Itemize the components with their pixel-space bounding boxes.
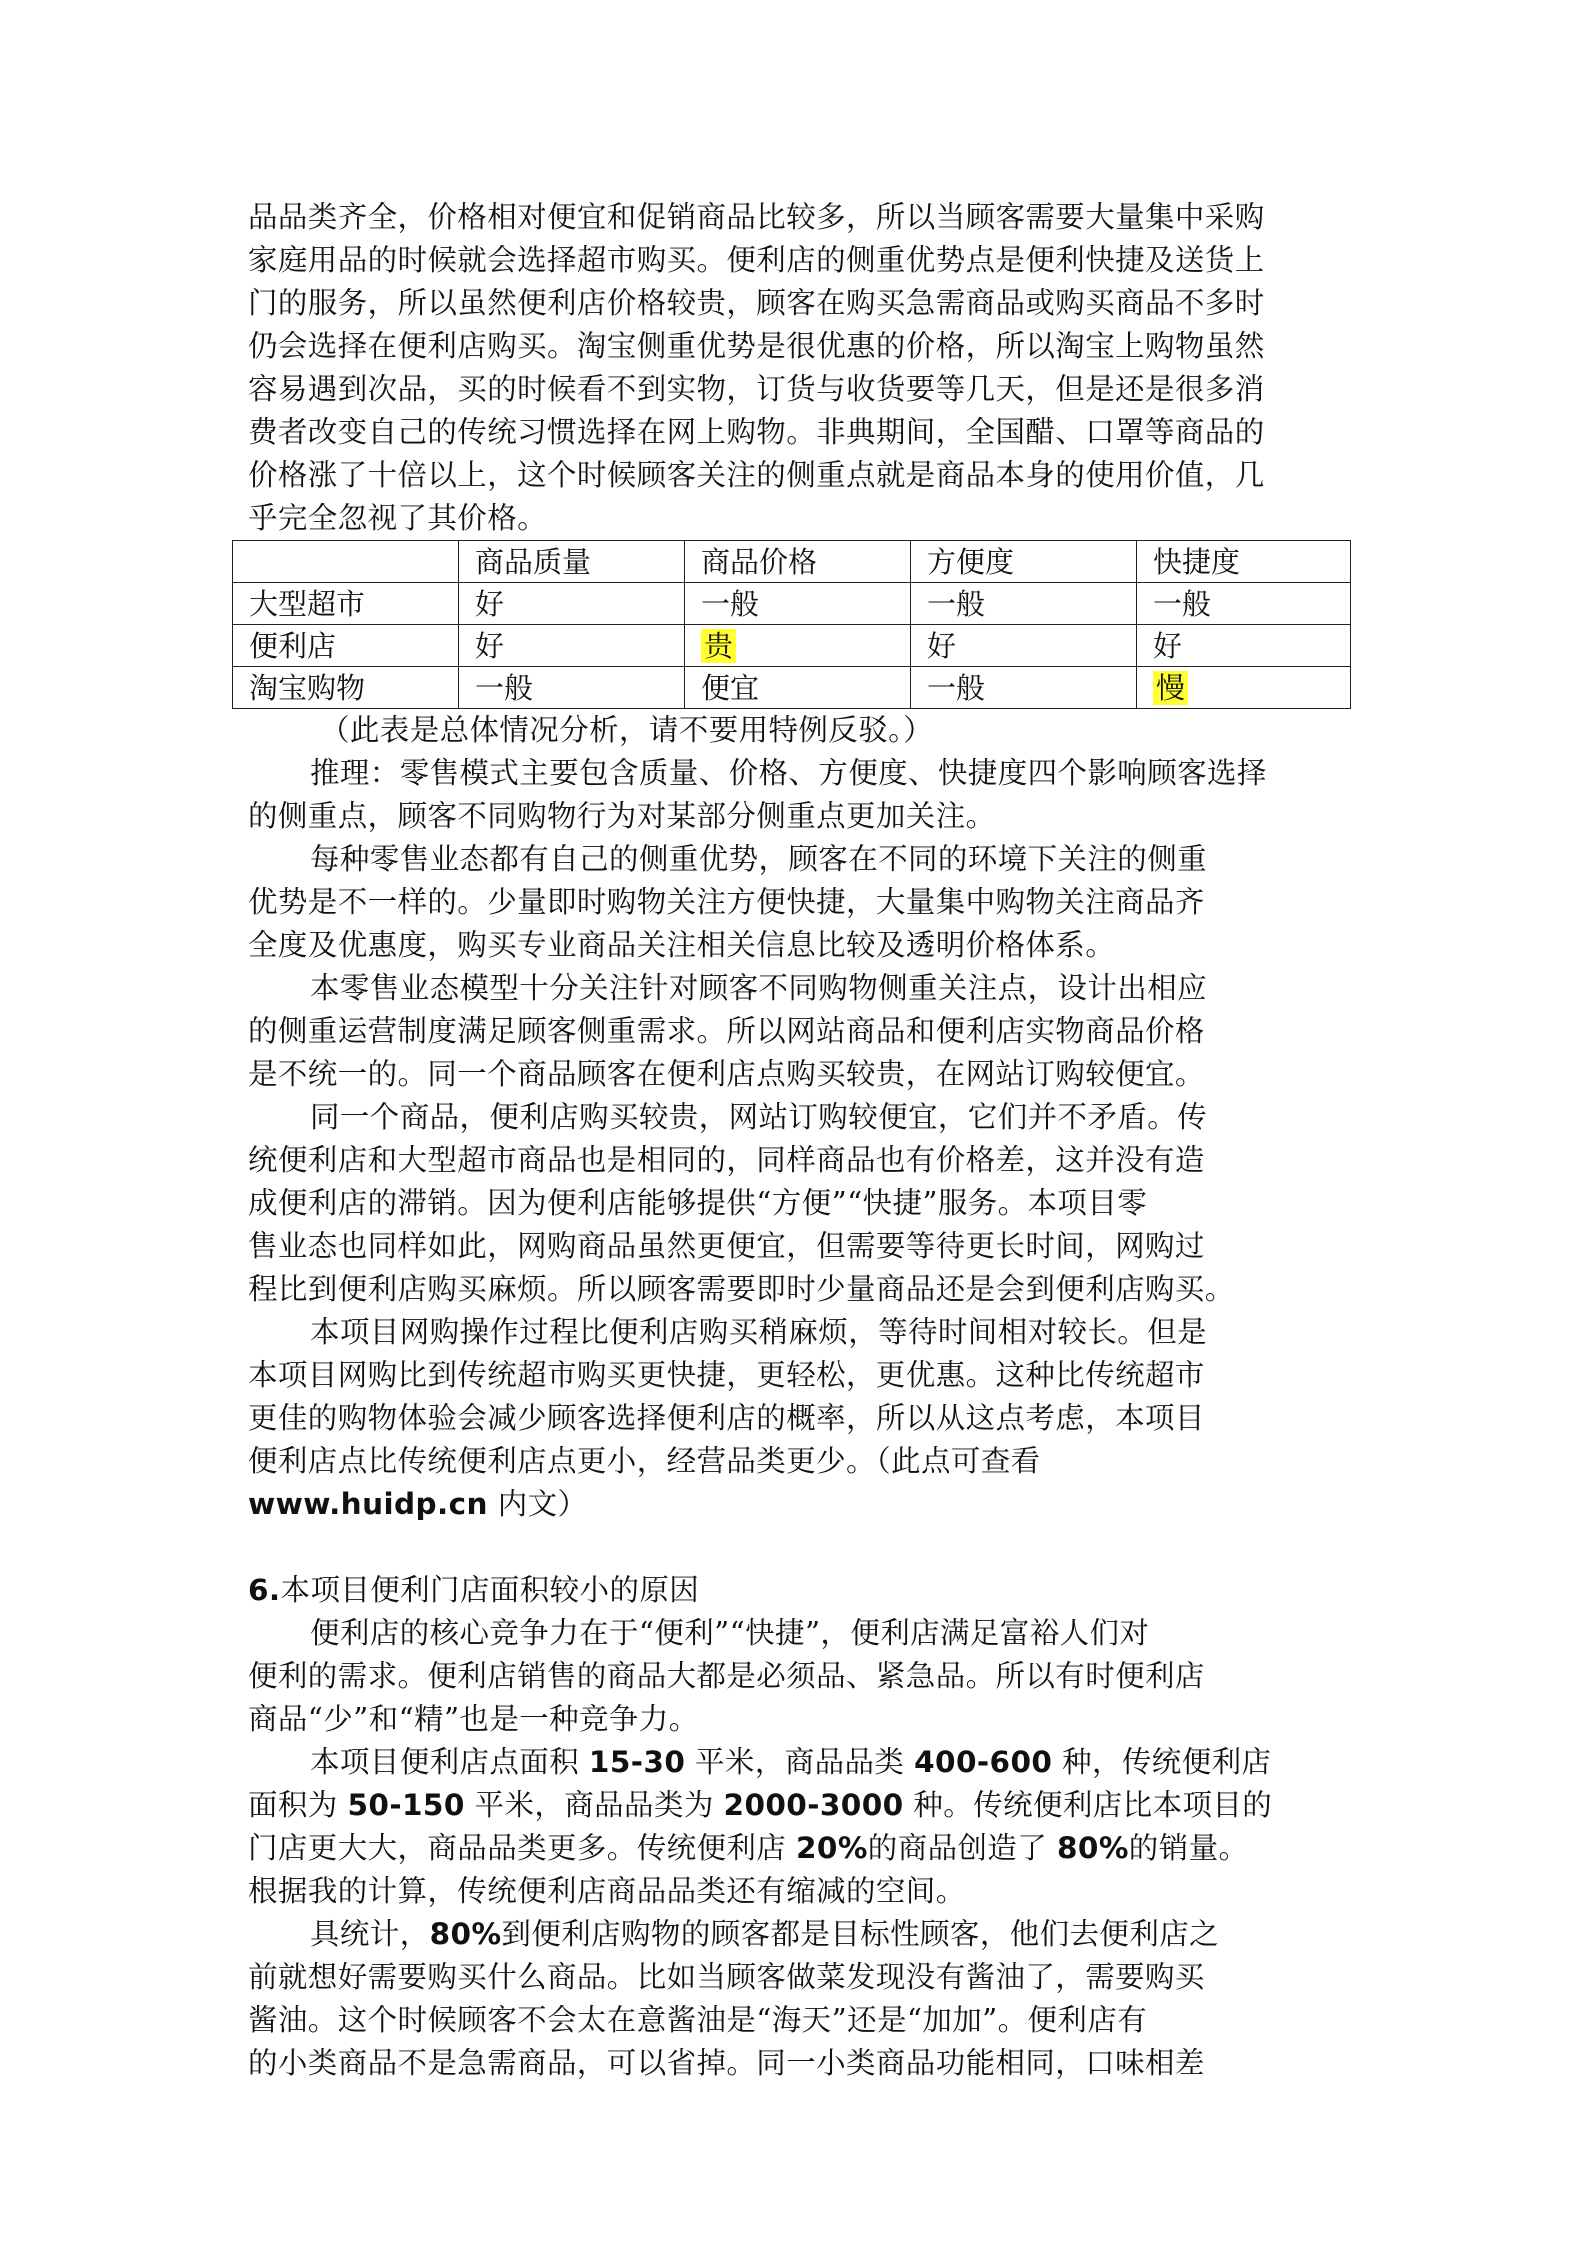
table-row-label: 大型超市 [233, 583, 459, 625]
website-url: www.huidp.cn [248, 1487, 488, 1521]
text-line: 根据我的计算，传统便利店商品品类还有缩减的空间。 [248, 1874, 966, 1908]
text-line: 便利的需求。便利店销售的商品大都是必须品、紧急品。所以有时便利店 [248, 1659, 1205, 1693]
text-line: 品品类齐全，价格相对便宜和促销商品比较多，所以当顾客需要大量集中采购 [248, 200, 1265, 234]
section-title: 本项目便利门店面积较小的原因 [280, 1573, 700, 1607]
text-line: 的侧重点，顾客不同购物行为对某部分侧重点更加关注。 [248, 799, 996, 833]
text-line: 的侧重运营制度满足顾客侧重需求。所以网站商品和便利店实物商品价格 [248, 1014, 1205, 1048]
text-line: 酱油。这个时候顾客不会太在意酱油是“海天”还是“加加”。便利店有 [248, 2003, 1148, 2037]
section-number: 6. [248, 1573, 281, 1607]
table-cell: 好 [1137, 625, 1351, 667]
text-line: 的小类商品不是急需商品，可以省掉。同一小类商品功能相同，口味相差 [248, 2046, 1205, 2080]
table-row-label: 便利店 [233, 625, 459, 667]
text-line: 更佳的购物体验会减少顾客选择便利店的概率，所以从这点考虑，本项目 [248, 1401, 1205, 1435]
comparison-table [232, 540, 1351, 709]
table-cell: 便宜 [685, 667, 911, 709]
text-line: 是不统一的。同一个商品顾客在便利店点购买较贵，在网站订购较便宜。 [248, 1057, 1205, 1091]
text-line: 每种零售业态都有自己的侧重优势，顾客在不同的环境下关注的侧重 [310, 842, 1208, 876]
table-header-cell: 快捷度 [1137, 541, 1351, 583]
highlighted-cell-text: 贵 [701, 629, 736, 663]
page-content [248, 196, 1348, 2085]
table-row-label: 淘宝购物 [233, 667, 459, 709]
text-line: 统便利店和大型超市商品也是相同的，同样商品也有价格差，这并没有造 [248, 1143, 1205, 1177]
text-line: 推理：零售模式主要包含质量、价格、方便度、快捷度四个影响顾客选择 [310, 756, 1267, 790]
table-cell: 好 [459, 625, 685, 667]
text-line: 优势是不一样的。少量即时购物关注方便快捷，大量集中购物关注商品齐 [248, 885, 1205, 919]
table-header-cell [233, 541, 459, 583]
text-line: 本项目网购比到传统超市购买更快捷，更轻松，更优惠。这种比传统超市 [248, 1358, 1205, 1392]
text-line: 同一个商品，便利店购买较贵，网站订购较便宜，它们并不矛盾。传 [310, 1100, 1208, 1134]
text-line: 便利店的核心竞争力在于“便利”“快捷”，便利店满足富裕人们对 [310, 1616, 1150, 1650]
text-line: 具统计，80%到便利店购物的顾客都是目标性顾客，他们去便利店之 [310, 1917, 1220, 1951]
url-suffix: 内文） [487, 1487, 588, 1521]
text-line: 乎完全忽视了其价格。 [248, 501, 548, 535]
text-line: 门的服务，所以虽然便利店价格较贵，顾客在购买急需商品或购买商品不多时 [248, 286, 1265, 320]
table-cell: 好 [911, 625, 1137, 667]
table-cell: 一般 [1137, 583, 1351, 625]
table-header-row [233, 541, 1351, 583]
number-value: 80% [1056, 1831, 1129, 1865]
table-header-cell: 方便度 [911, 541, 1137, 583]
number-value: 2000-3000 [723, 1788, 904, 1822]
table-cell: 一般 [911, 667, 1137, 709]
text-line: 便利店点比传统便利店点更小，经营品类更少。（此点可查看 [248, 1444, 1041, 1478]
table-header-cell: 商品质量 [459, 541, 685, 583]
text-line: 成便利店的滞销。因为便利店能够提供“方便”“快捷”服务。本项目零 [248, 1186, 1148, 1220]
text-line: 本项目便利店点面积 15-30 平米，商品品类 400-600 种，传统便利店 [310, 1745, 1272, 1779]
number-value: 80% [429, 1917, 502, 1951]
text-line: 程比到便利店购买麻烦。所以顾客需要即时少量商品还是会到便利店购买。 [248, 1272, 1235, 1306]
text-line: 本项目网购操作过程比便利店购买稍麻烦，等待时间相对较长。但是 [310, 1315, 1208, 1349]
table-row [233, 583, 1351, 625]
number-value: 15-30 [588, 1745, 686, 1779]
text-line: 面积为 50-150 平米，商品品类为 2000-3000 种。传统便利店比本项目的 [248, 1788, 1273, 1822]
text-line: 家庭用品的时候就会选择超市购买。便利店的侧重优势点是便利快捷及送货上 [248, 243, 1265, 277]
number-value: 50-150 [347, 1788, 465, 1822]
text-line: 商品“少”和“精”也是一种竞争力。 [248, 1702, 699, 1736]
text-line: 全度及优惠度，购买专业商品关注相关信息比较及透明价格体系。 [248, 928, 1116, 962]
text-line: 价格涨了十倍以上，这个时候顾客关注的侧重点就是商品本身的使用价值，几 [248, 458, 1265, 492]
table-row [233, 625, 1351, 667]
text-line: 费者改变自己的传统习惯选择在网上购物。非典期间，全国醋、口罩等商品的 [248, 415, 1265, 449]
text-line: 本零售业态模型十分关注针对顾客不同购物侧重关注点，设计出相应 [310, 971, 1208, 1005]
table-header-cell: 商品价格 [685, 541, 911, 583]
highlighted-cell-text: 慢 [1153, 671, 1188, 705]
text-line: 售业态也同样如此，网购商品虽然更便宜，但需要等待更长时间，网购过 [248, 1229, 1205, 1263]
number-value: 400-600 [914, 1745, 1053, 1779]
table-cell: 好 [459, 583, 685, 625]
text-line: 仍会选择在便利店购买。淘宝侧重优势是很优惠的价格，所以淘宝上购物虽然 [248, 329, 1265, 363]
table-note: （此表是总体情况分析，请不要用特例反驳。） [320, 713, 934, 747]
section-gap [248, 1526, 1348, 1569]
table-row [233, 667, 1351, 709]
section-heading [248, 1569, 1348, 1612]
table-cell [1137, 667, 1351, 709]
text-line [248, 1483, 1348, 1526]
table-cell: 一般 [459, 667, 685, 709]
text-line: 容易遇到次品，买的时候看不到实物，订货与收货要等几天，但是还是很多消 [248, 372, 1265, 406]
text-line: 前就想好需要购买什么商品。比如当顾客做菜发现没有酱油了，需要购买 [248, 1960, 1205, 1994]
table-cell: 一般 [911, 583, 1137, 625]
number-value: 20% [795, 1831, 868, 1865]
table-cell: 一般 [685, 583, 911, 625]
table-cell [685, 625, 911, 667]
text-line: 门店更大大，商品品类更多。传统便利店 20%的商品创造了 80%的销量。 [248, 1831, 1249, 1865]
